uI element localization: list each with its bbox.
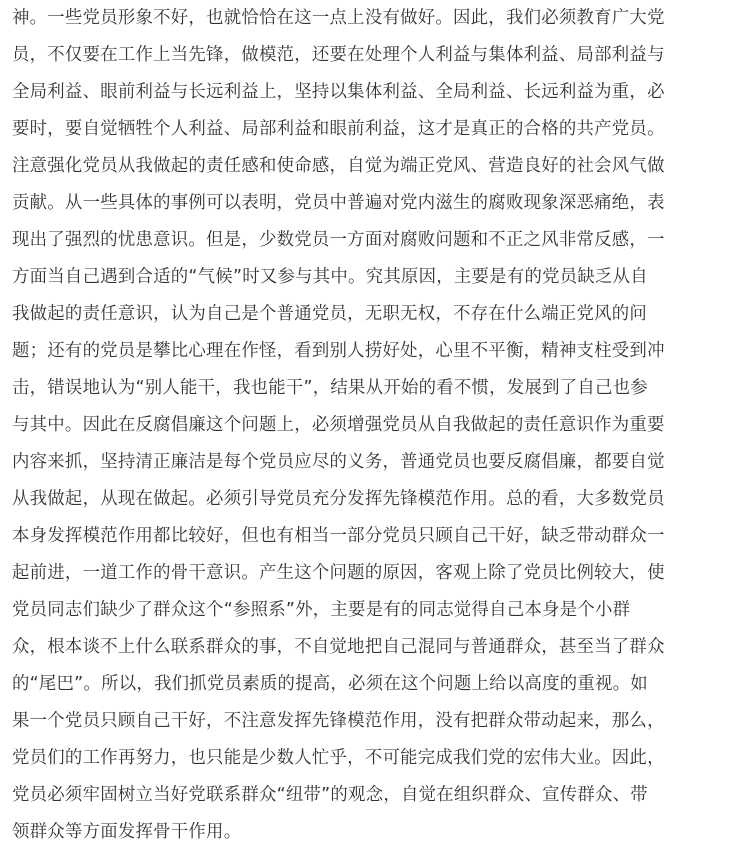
text-line: 注意强化党员从我做起的责任感和使命感，自觉为端正党风、营造良好的社会风气做 — [12, 156, 665, 176]
text-line: 党员必须牢固树立当好党联系群众“纽带”的观念，自觉在组织群众、宣传群众、带 — [12, 785, 648, 805]
text-line: 党员们的工作再努力，也只能是少数人忙乎，不可能完成我们党的宏伟大业。因此， — [12, 748, 665, 768]
text-line: 贡献。从一些具体的事例可以表明，党员中普遍对党内滋生的腐败现象深恶痛绝，表 — [12, 193, 665, 213]
text-line: 神。一些党员形象不好，也就恰恰在这一点上没有做好。因此，我们必须教育广大党 — [12, 8, 665, 28]
text-line: 内容来抓，坚持清正廉洁是每个党员应尽的义务，普通党员也要反腐倡廉，都要自觉 — [12, 452, 665, 472]
text-line: 要时，要自觉牺牲个人利益、局部利益和眼前利益，这才是真正的合格的共产党员。 — [12, 119, 665, 139]
text-line: 的“尾巴”。所以，我们抓党员素质的提高，必须在这个问题上给以高度的重视。如 — [12, 674, 648, 694]
text-line: 现出了强烈的忧患意识。但是，少数党员一方面对腐败问题和不正之风非常反感，一 — [12, 230, 665, 250]
text-line: 本身发挥模范作用都比较好，但也有相当一部分党员只顾自己干好，缺乏带动群众一 — [12, 526, 665, 546]
text-line: 众，根本谈不上什么联系群众的事，不自觉地把自己混同与普通群众，甚至当了群众 — [12, 637, 665, 657]
text-line: 方面当自己遇到合适的“气候”时又参与其中。究其原因，主要是有的党员缺乏从自 — [12, 267, 648, 287]
text-line: 员，不仅要在工作上当先锋，做模范，还要在处理个人利益与集体利益、局部利益与 — [12, 45, 665, 65]
text-line: 果一个党员只顾自己干好，不注意发挥先锋模范作用，没有把群众带动起来，那么， — [12, 711, 665, 731]
text-line: 领群众等方面发挥骨干作用。 — [12, 822, 242, 842]
text-line: 全局利益、眼前利益与长远利益上，坚持以集体利益、全局利益、长远利益为重，必 — [12, 82, 665, 102]
text-line: 击，错误地认为“别人能干，我也能干”，结果从开始的看不惯，发展到了自己也参 — [12, 378, 648, 398]
text-line: 起前进，一道工作的骨干意识。产生这个问题的原因，客观上除了党员比例较大，使 — [12, 563, 665, 583]
text-line: 党员同志们缺少了群众这个“参照系”外，主要是有的同志觉得自己本身是个小群 — [12, 600, 631, 620]
article-body — [12, 0, 684, 851]
text-line: 与其中。因此在反腐倡廉这个问题上，必须增强党员从自我做起的责任意识作为重要 — [12, 415, 665, 435]
text-line: 我做起的责任意识，认为自己是个普通党员，无职无权，不存在什么端正党风的问 — [12, 304, 648, 324]
text-line: 从我做起，从现在做起。必须引导党员充分发挥先锋模范作用。总的看，大多数党员 — [12, 489, 665, 509]
text-line: 题；还有的党员是攀比心理在作怪，看到别人捞好处，心里不平衡，精神支柱受到冲 — [12, 341, 665, 361]
